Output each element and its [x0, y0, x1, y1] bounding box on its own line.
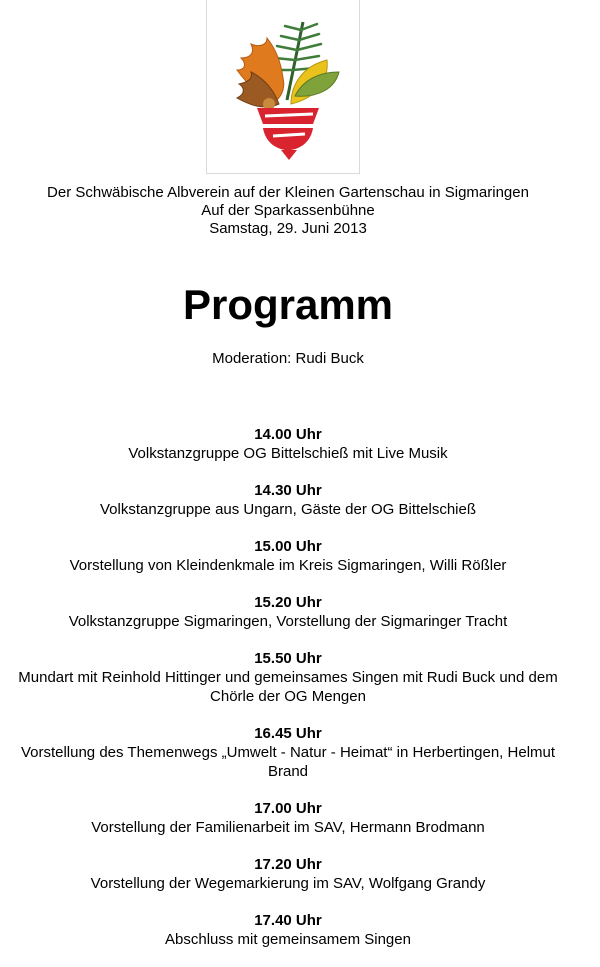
- program-time: 17.40 Uhr: [254, 912, 322, 929]
- program-time: 17.20 Uhr: [254, 856, 322, 873]
- moderation-line: Moderation: Rudi Buck: [212, 350, 364, 367]
- program-description: Volkstanzgruppe OG Bittelschieß mit Live Musik: [128, 445, 448, 462]
- program-time: 16.45 Uhr: [254, 725, 322, 742]
- program-description: Volkstanzgruppe aus Ungarn, Gäste der OG Bittelschieß: [99, 501, 477, 518]
- program-description: Vorstellung der Wegemarkierung im SAV, Wolfgang Grandy: [90, 875, 486, 892]
- program-description: Vorstellung von Kleindenkmale im Kreis Sigmaringen, Willi Rößler: [69, 557, 507, 574]
- logo-frame: [206, 0, 360, 174]
- program-time: 17.00 Uhr: [254, 800, 322, 817]
- header-line-date: Samstag, 29. Juni 2013: [209, 220, 367, 237]
- program-description: Vorstellung des Themenwegs „Umwelt - Natur - Heimat“ in Herbertingen, Helmut Brand: [20, 744, 556, 780]
- program-time: 15.20 Uhr: [254, 594, 322, 611]
- program-item: [0, 481, 576, 519]
- page-title: Programm: [182, 281, 394, 328]
- program-time: 14.00 Uhr: [254, 426, 322, 443]
- albverein-leaves-icon: [207, 0, 359, 172]
- program-description: Mundart mit Reinhold Hittinger und gemeinsames Singen mit Rudi Buck und dem Chörle der OG Mengen: [18, 669, 558, 705]
- event-header: [0, 184, 576, 238]
- program-item: [0, 425, 576, 463]
- header-line-stage: Auf der Sparkassenbühne: [201, 202, 375, 219]
- program-item: [0, 855, 576, 893]
- program-item: [0, 593, 576, 631]
- program-item: [0, 649, 576, 706]
- program-description: Volkstanzgruppe Sigmaringen, Vorstellung der Sigmaringer Tracht: [68, 613, 508, 630]
- program-item: [0, 911, 576, 949]
- program-time: 15.00 Uhr: [254, 538, 322, 555]
- ribbon-icon: [257, 108, 319, 160]
- header-line-organizer: Der Schwäbische Albverein auf der Kleinen Gartenschau in Sigmaringen: [47, 184, 529, 201]
- program-description: Abschluss mit gemeinsamem Singen: [165, 931, 411, 948]
- program-time: 14.30 Uhr: [254, 482, 322, 499]
- program-item: [0, 724, 576, 781]
- program-item: [0, 537, 576, 575]
- program-description: Vorstellung der Familienarbeit im SAV, Hermann Brodmann: [91, 819, 485, 836]
- program-time: 15.50 Uhr: [254, 650, 322, 667]
- program-item: [0, 799, 576, 837]
- program-list: [0, 425, 576, 967]
